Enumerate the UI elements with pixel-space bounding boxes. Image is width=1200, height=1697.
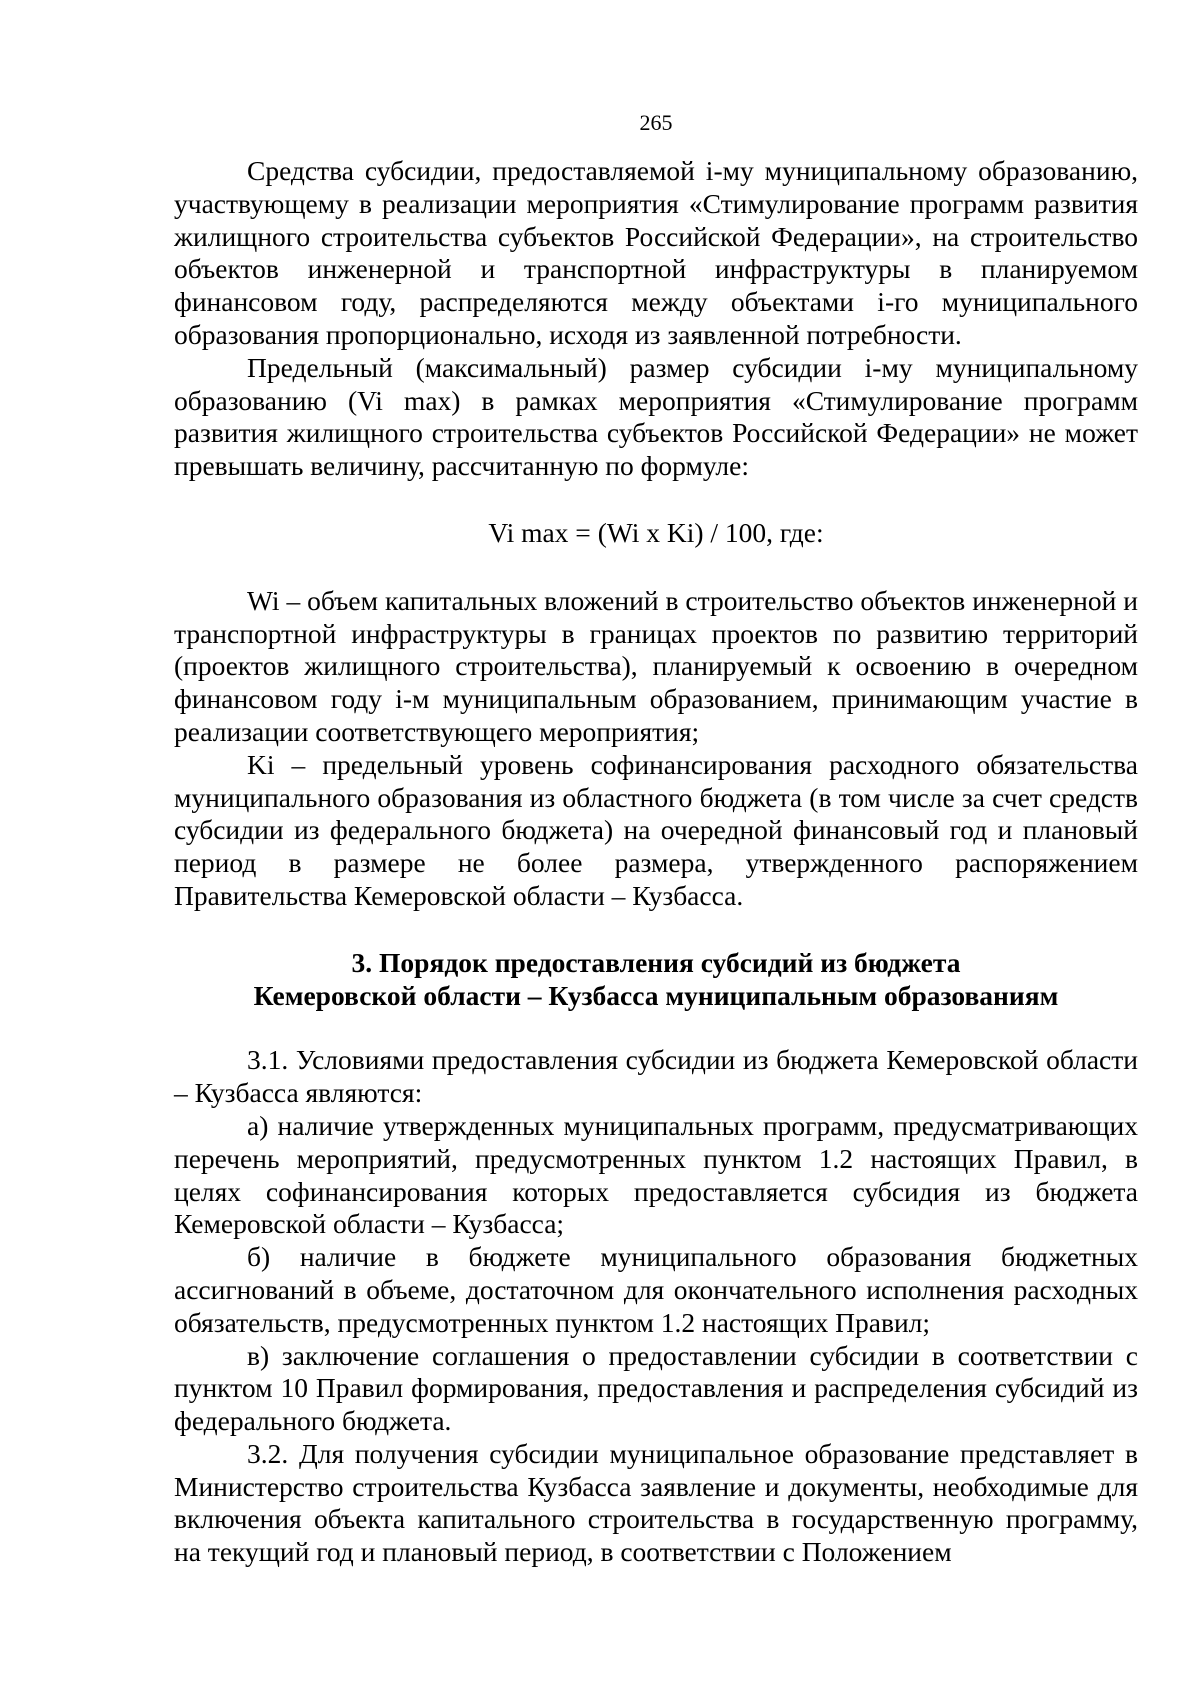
section-heading-line-2: Кемеровской области – Кузбасса муниципальным образованиям [253, 979, 1059, 1011]
paragraph-definition-ki: Ki – предельный уровень софинансирования расходного обязательства муниципального образования из областного бюджета (в том числе за счет средств субсидии из федерального бюджета) на очередной финансовый год и плановый период в размере не более размера, утвержденного распоряжением Правительства Кемеровской области – Кузбасса. [174, 748, 1138, 911]
formula: Vi max = (Wi x Ki) / 100, где: [488, 516, 824, 548]
paragraph-subsidy-distribution: Средства субсидии, предоставляемой i-му муниципальному образованию, участвующему в реализации мероприятия «Стимулирование программ развития жилищного строительства субъектов Российской Федерации», на строительство объектов инженерной и транспортной инфраструктуры в планируемом финансовом году, распределяются между объектами i-го муниципального образования пропорционально, исходя из заявленной потребности. [174, 155, 1138, 350]
paragraph-3-2: 3.2. Для получения субсидии муниципальное образование представляет в Министерство строительства Кузбасса заявление и документы, необходимые для включения объекта капитального строительства в государственную программу, на текущий год и плановый период, в соответствии с Положением [174, 1437, 1138, 1568]
document-page [174, 108, 1138, 1569]
paragraph-max-subsidy: Предельный (максимальный) размер субсидии i-му муниципальному образованию (Vi max) в рамках мероприятия «Стимулирование программ развития жилищного строительства субъектов Российской Федерации» не может превышать величину, рассчитанную по формуле: [174, 351, 1138, 482]
paragraph-definition-wi: Wi – объем капитальных вложений в строительство объектов инженерной и транспортной инфраструктуры в границах проектов по развитию территорий (проектов жилищного строительства), планируемый к освоению в очередном финансовом году i-м муниципальным образованием, принимающим участие в реализации соответствующего мероприятия; [174, 584, 1138, 747]
paragraph-3-1-a: а) наличие утвержденных муниципальных программ, предусматривающих перечень мероприятий, предусмотренных пунктом 1.2 настоящих Правил, в целях софинансирования которых предоставляется субсидия из бюджета Кемеровской области – Кузбасса; [174, 1109, 1138, 1240]
section-heading-line-1: 3. Порядок предоставления субсидий из бюджета [351, 946, 961, 978]
page-number: 265 [639, 110, 673, 135]
section-heading [174, 947, 1138, 1013]
paragraph-3-1-v: в) заключение соглашения о предоставлении субсидии в соответствии с пунктом 10 Правил формирования, предоставления и распределения субсидий из федерального бюджета. [174, 1339, 1138, 1437]
paragraph-3-1-b: б) наличие в бюджете муниципального образования бюджетных ассигнований в объеме, достаточном для окончательного исполнения расходных обязательств, предусмотренных пунктом 1.2 настоящих Правил; [174, 1241, 1138, 1338]
paragraph-3-1: 3.1. Условиями предоставления субсидии из бюджета Кемеровской области – Кузбасса являются: [174, 1044, 1138, 1109]
